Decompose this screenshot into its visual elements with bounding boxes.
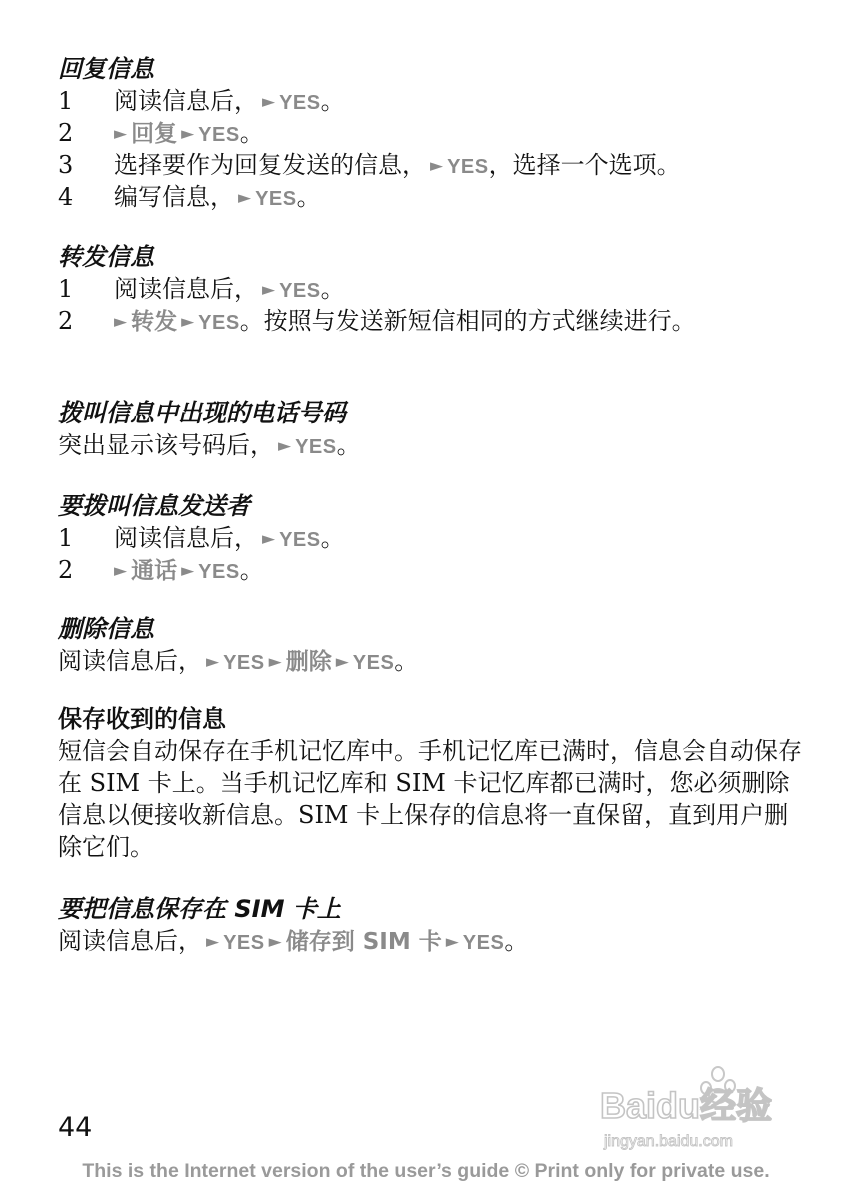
arrow-icon: ► (278, 436, 292, 456)
footer-notice: This is the Internet version of the user’s guide © Print only for private use. (82, 1160, 770, 1182)
yes-key: YES (198, 312, 240, 334)
step-number: 2 (58, 307, 74, 335)
arrow-icon: ► (262, 529, 276, 549)
call-sender-step-2 (58, 554, 803, 586)
step-content (114, 305, 804, 339)
instruction-end: 。 (336, 431, 361, 459)
yes-key: YES (255, 188, 297, 210)
delete-section (58, 613, 803, 679)
step-number: 3 (58, 151, 74, 179)
yes-key: YES (223, 932, 265, 954)
step-tail: 。按照与发送新短信相同的方式继续进行。 (239, 307, 696, 335)
arrow-icon: ► (206, 932, 220, 952)
arrow-icon: ► (335, 652, 349, 672)
step-content (114, 522, 345, 556)
step-tail: ，选择一个选项。 (488, 151, 681, 179)
yes-key: YES (198, 124, 240, 146)
step-content (114, 554, 264, 588)
save-received-heading: 保存收到的信息 (58, 705, 226, 733)
watermark-logo-text: Baidu经验 (600, 1085, 773, 1126)
delete-instruction (58, 645, 803, 679)
yes-key: YES (279, 92, 321, 114)
step-text: 编写信息， (114, 183, 234, 211)
step-content (114, 117, 264, 151)
call-command: 通话 (131, 558, 178, 584)
arrow-icon: ► (262, 92, 276, 112)
instruction-text: 阅读信息后， (58, 647, 202, 675)
save-sim-heading: 要把信息保存在 SIM 卡上 (58, 895, 341, 923)
baidu-jingyan-watermark (600, 1060, 810, 1155)
forward-step-2 (58, 305, 803, 369)
step-number: 2 (58, 119, 74, 147)
step-number: 1 (58, 87, 74, 115)
reply-section (58, 53, 803, 213)
instruction-text: 阅读信息后， (58, 927, 202, 955)
step-text: 阅读信息后， (114, 524, 258, 552)
step-end: 。 (320, 87, 345, 115)
save-sim-instruction (58, 925, 803, 959)
step-text: 选择要作为回复发送的信息， (114, 151, 426, 179)
reply-step-1 (58, 85, 803, 117)
reply-command: 回复 (131, 121, 178, 147)
arrow-icon: ► (114, 124, 128, 144)
step-end: 。 (239, 119, 264, 147)
arrow-icon: ► (268, 652, 282, 672)
instruction-text: 突出显示该号码后， (58, 431, 274, 459)
save-received-section (58, 703, 803, 863)
arrow-icon: ► (445, 932, 459, 952)
arrow-icon: ► (114, 561, 128, 581)
call-sender-section (58, 490, 803, 586)
call-number-instruction (58, 429, 803, 463)
yes-key: YES (295, 436, 337, 458)
reply-step-4 (58, 181, 803, 213)
step-content (114, 181, 321, 215)
yes-key: YES (462, 932, 505, 954)
step-content (114, 149, 681, 183)
arrow-icon: ► (181, 312, 195, 332)
forward-section (58, 241, 803, 369)
arrow-icon: ► (181, 561, 195, 581)
page-number: 44 (58, 1112, 93, 1143)
forward-command: 转发 (131, 309, 178, 335)
arrow-icon: ► (206, 652, 220, 672)
arrow-icon: ► (262, 280, 276, 300)
yes-key: YES (447, 156, 489, 178)
step-content (114, 273, 345, 307)
delete-heading: 删除信息 (58, 615, 154, 643)
save-received-body: 短信会自动保存在手机记忆库中。手机记忆库已满时，信息会自动保存在 SIM 卡上。当手机记忆库和 SIM 卡记忆库都已满时，您必须删除信息以便接收新信息。SIM 卡上保存的信息将一直保留，直到用户删除它们。 (58, 737, 802, 861)
call-number-section (58, 397, 803, 463)
yes-key: YES (352, 652, 395, 674)
instruction-end: 。 (394, 647, 419, 675)
reply-heading: 回复信息 (58, 55, 154, 83)
arrow-icon: ► (430, 156, 444, 176)
arrow-icon: ► (268, 932, 282, 952)
yes-key: YES (223, 652, 265, 674)
arrow-icon: ► (181, 124, 195, 144)
call-sender-heading: 要拨叫信息发送者 (58, 492, 250, 520)
step-number: 2 (58, 556, 74, 584)
step-end: 。 (296, 183, 321, 211)
reply-step-2 (58, 117, 803, 149)
arrow-icon: ► (238, 188, 252, 208)
yes-key: YES (279, 280, 321, 302)
forward-step-1 (58, 273, 803, 305)
call-sender-step-1 (58, 522, 803, 554)
step-number: 4 (58, 183, 74, 211)
reply-step-3 (58, 149, 803, 181)
save-to-sim-command: 储存到 SIM 卡 (285, 929, 442, 955)
yes-key: YES (198, 561, 240, 583)
call-number-heading: 拨叫信息中出现的电话号码 (58, 399, 346, 427)
step-number: 1 (58, 275, 74, 303)
step-end: 。 (239, 556, 264, 584)
step-text: 阅读信息后， (114, 275, 258, 303)
arrow-icon: ► (114, 312, 128, 332)
delete-command: 删除 (285, 649, 332, 675)
step-end: 。 (320, 275, 345, 303)
instruction-end: 。 (504, 927, 529, 955)
step-number: 1 (58, 524, 74, 552)
save-sim-section (58, 893, 803, 959)
step-text: 阅读信息后， (114, 87, 258, 115)
step-content (114, 85, 345, 119)
yes-key: YES (279, 529, 321, 551)
watermark-url: jingyan.baidu.com (604, 1133, 733, 1150)
step-end: 。 (320, 524, 345, 552)
forward-heading: 转发信息 (58, 243, 154, 271)
